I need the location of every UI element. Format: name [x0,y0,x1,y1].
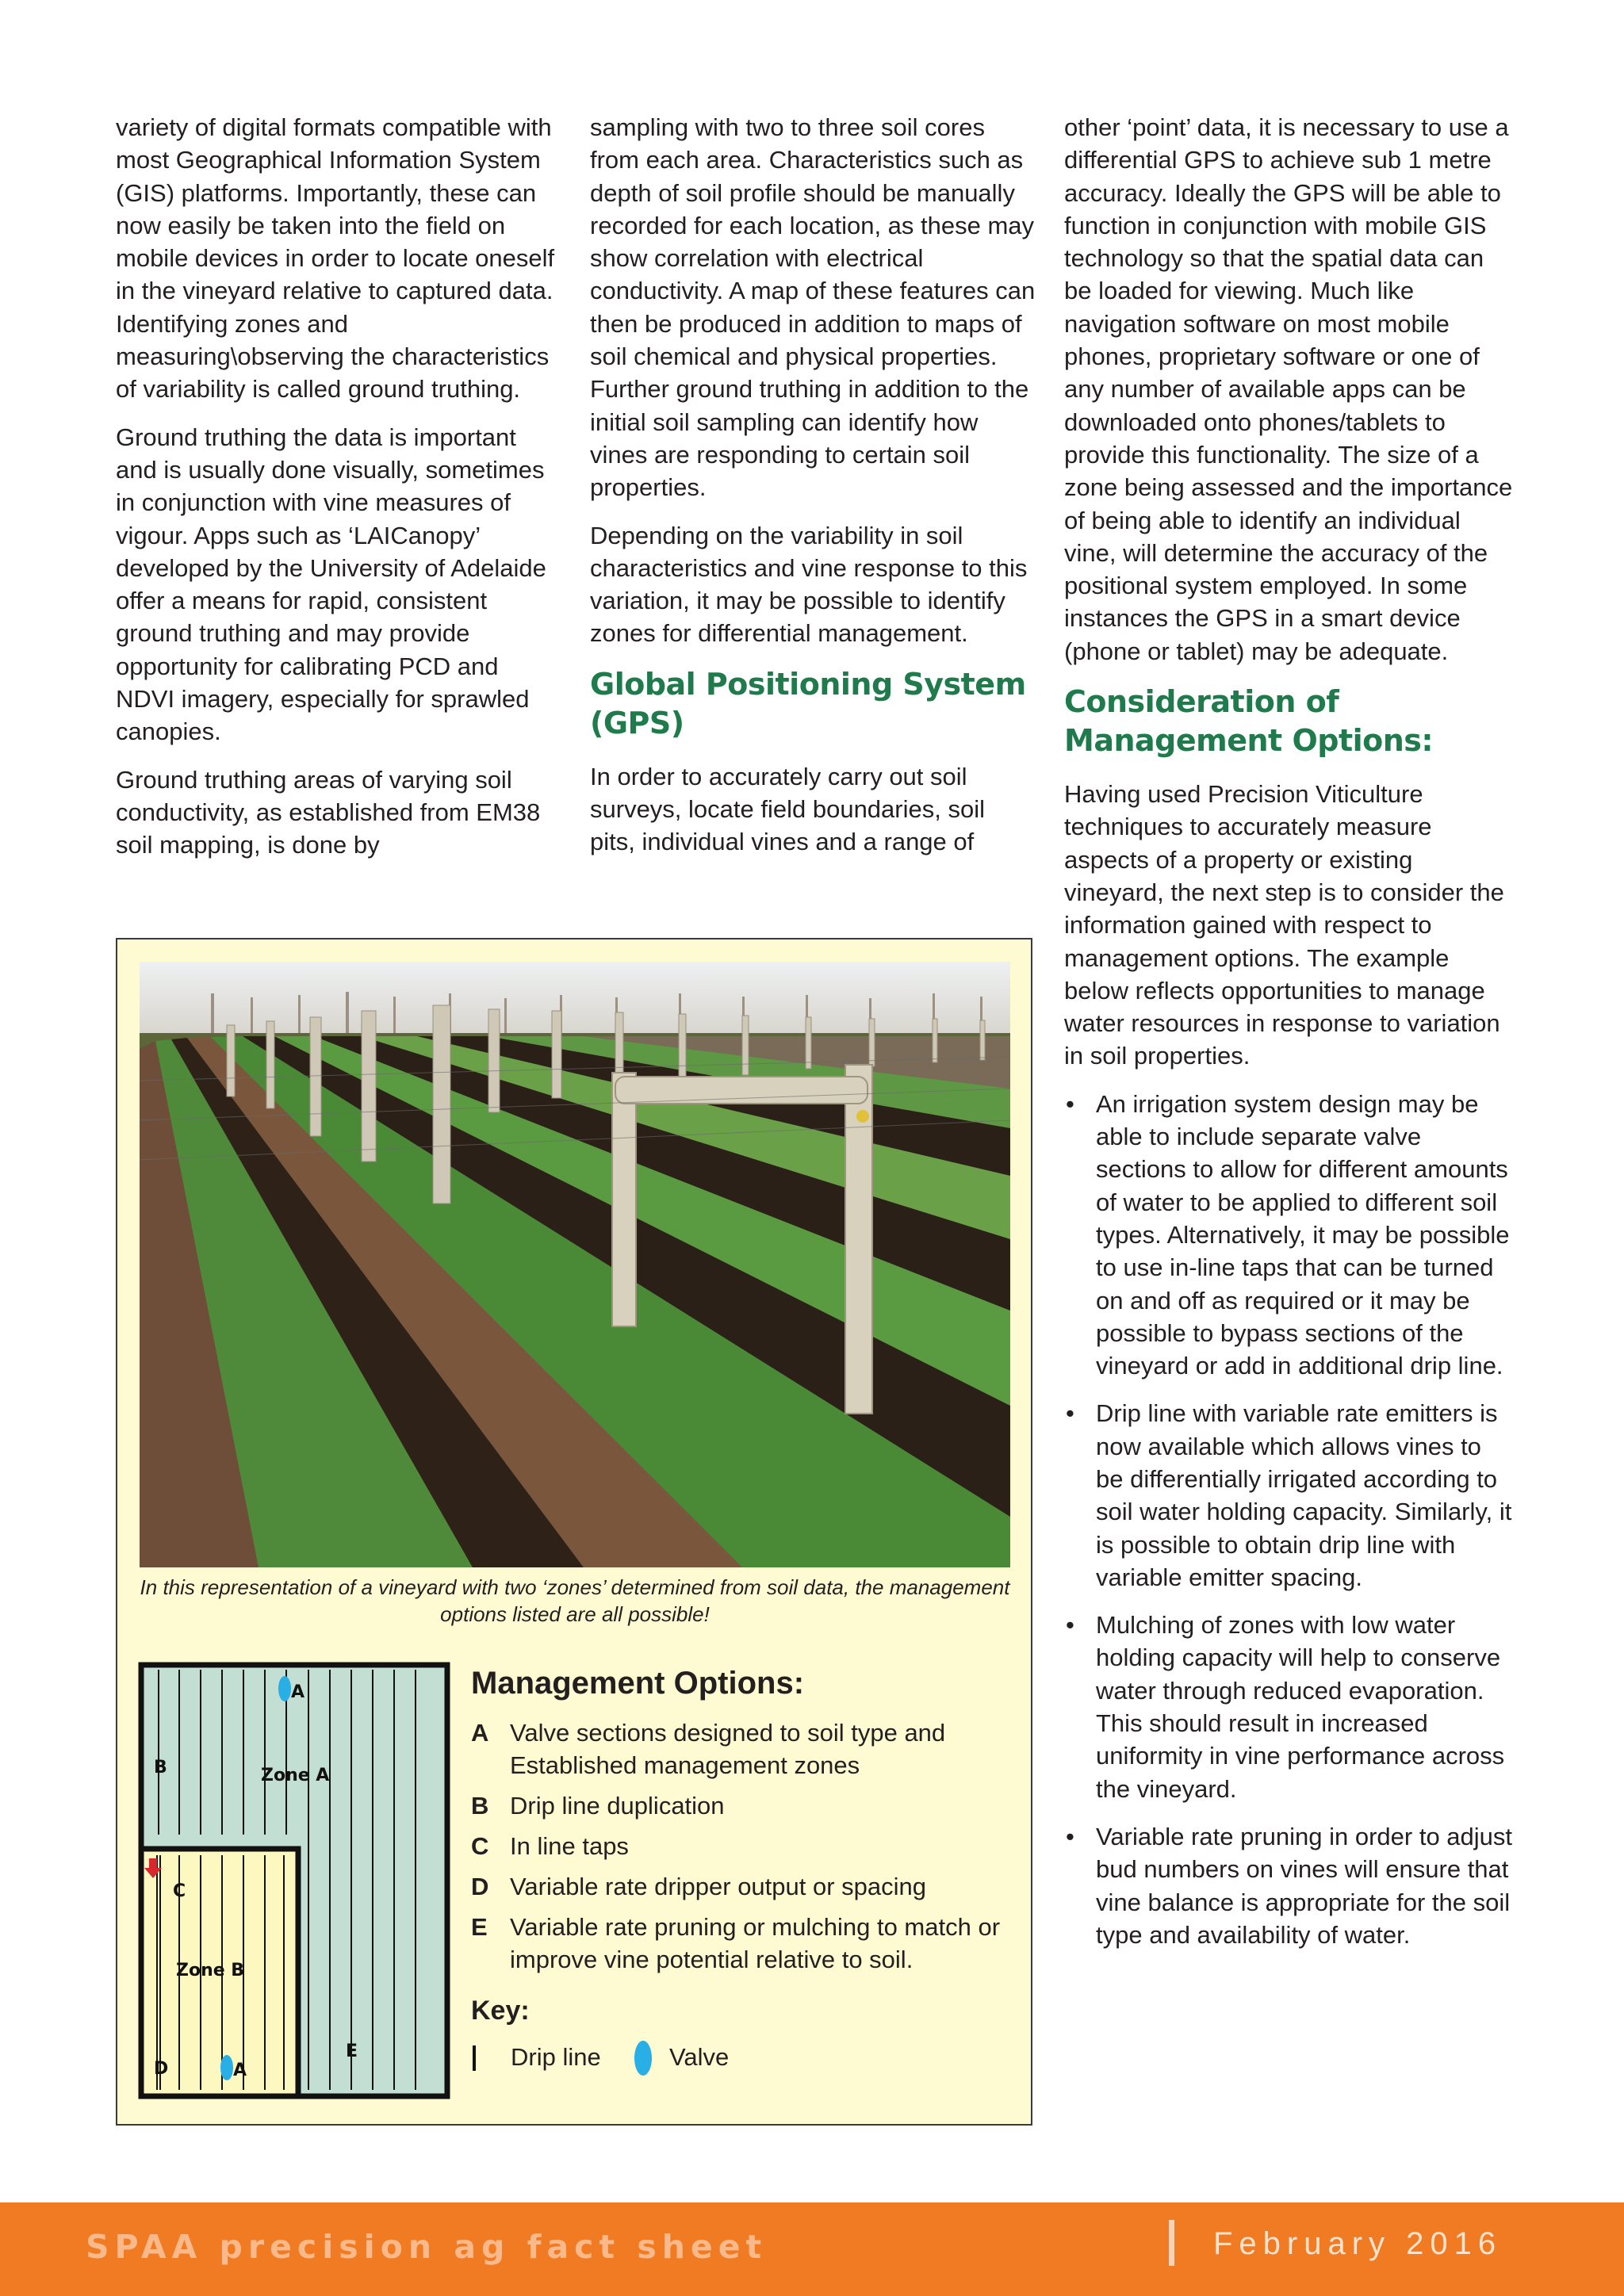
management-options-title: Management Options: [471,1666,805,1701]
option-c: C In line taps [471,1832,629,1860]
label-zone-b: Zone B [176,1961,245,1980]
col3-paragraph-2: Having used Precision Viticulture techniques to accurately measure aspects of a property or existing vineyard, the next step is to consider the information gained with respect to management options. The example below reflects opportunities to manage water resources in response to variation in soil properties. [1064,780,1504,1070]
key-legend [471,2041,1026,2088]
valve-icon [634,2041,652,2076]
option-e: E Variable rate pruning or mulching to match or improve vine potential relative to soil. [471,1913,1001,1973]
valve-icon [278,1676,291,1701]
footer-publication-name: SPAA precision ag fact sheet [86,2228,768,2266]
col1-paragraph-1: variety of digital formats compatible with most Geographical Information System (GIS) platforms. Importantly, these can now easily be taken into the field on mobile devices in order to locate oneself in the vineyard relative to captured data. Identifying zones and measuring\observing the characteristics of variability is called ground truthing. [116,113,555,404]
key-valve-label: Valve [669,2043,730,2071]
footer-bar [0,2202,1624,2296]
valve-icon [220,2055,233,2080]
key-title: Key: [471,1996,530,2026]
column-3 [1064,111,1513,1966]
footer-date: February 2016 [1213,2226,1503,2261]
option-d: D Variable rate dripper output or spacing [471,1873,927,1900]
label-b: B [154,1758,167,1777]
footer-divider [1169,2220,1174,2266]
col2-paragraph-3: In order to accurately carry out soil surveys, locate field boundaries, soil pits, individual vines and a range of [590,762,985,856]
management-bullet-list [1064,1088,1513,1951]
label-e: E [346,2042,358,2061]
col2-paragraph-1: sampling with two to three soil cores from each area. Characteristics such as depth of soil profile should be manually recorded for each location, as these may show correlation with electrical conductivity. A map of these features can then be produced in addition to maps of soil chemical and physical properties. Further ground truthing in addition to the initial soil sampling can identify how vines are responding to certain soil properties. [590,113,1036,502]
management-heading: Consideration of Management Options: [1064,684,1434,759]
vineyard-photo [140,962,1010,1567]
label-c: C [173,1881,186,1901]
key-drip-label: Drip line [511,2043,601,2071]
bullet-item: • An irrigation system design may be able to include separate valve sections to allow for different amounts of water to be applied to different soil types. Alternatively, it may be possible to use in-line taps that can be turned on and off as required or it may be possible to bypass sections of the vineyard or add in additional drip line. [1064,1088,1513,1383]
gps-heading: Global Positioning System (GPS) [590,666,1026,740]
option-b: B Drip line duplication [471,1792,725,1820]
option-a: A Valve sections designed to soil type and Established management zones [471,1719,946,1779]
col2-paragraph-2: Depending on the variability in soil characteristics and vine response to this variation, it may be possible to identify zones for differential management. [590,521,1028,648]
bullet-item: • Drip line with variable rate emitters is now available which allows vines to be differentially irrigated according to soil water holding capacity. Similarly, it is possible to obtain drip line with variable emitter spacing. [1064,1397,1513,1594]
col1-paragraph-3: Ground truthing areas of varying soil conductivity, as established from EM38 soil mapping, is done by [116,765,541,859]
column-1 [116,111,561,877]
figure-box [116,938,1032,2126]
label-d: D [154,2059,169,2079]
figure-caption: In this representation of a vineyard with two ‘zones’ determined from soil data, the management options listed are all possible! [140,1575,1010,1626]
label-zone-a: Zone A [261,1766,330,1785]
column-2 [590,111,1036,874]
label-a-bottom: A [233,2061,247,2080]
bullet-item: • Variable rate pruning in order to adjust bud numbers on vines will ensure that vine balance is appropriate for the soil type and availability of water. [1064,1820,1513,1951]
col3-paragraph-1: other ‘point’ data, it is necessary to use a differential GPS to achieve sub 1 metre accuracy. Ideally the GPS will be able to function in conjunction with mobile GIS technology so that the spatial data can be loaded for viewing. Much like navigation software on most mobile phones, proprietary software or one of any number of available apps can be downloaded onto phones/tablets to provide this functionality. The size of a zone being assessed and the importance of being able to identify an individual vine, will determine the accuracy of the positional system employed. In some instances the GPS in a smart device (phone or tablet) may be adequate. [1064,113,1513,665]
col1-paragraph-2: Ground truthing the data is important and is usually done visually, sometimes in conjunction with vine measures of vigour. Apps such as ‘LAICanopy’ developed by the University of Adelaide offer a means for rapid, consistent ground truthing and may provide opportunity for calibrating PCD and NDVI imagery, especially for sprawled canopies. [116,423,546,746]
label-a-top: A [291,1682,305,1702]
drip-line-icon [473,2045,476,2071]
zone-map-diagram [138,1662,450,2099]
bullet-item: • Mulching of zones with low water holding capacity will help to conserve water through reduced evaporation. This should result in increased uniformity in vine performance across the vineyard. [1064,1609,1513,1805]
management-options-panel [471,1663,1026,2088]
